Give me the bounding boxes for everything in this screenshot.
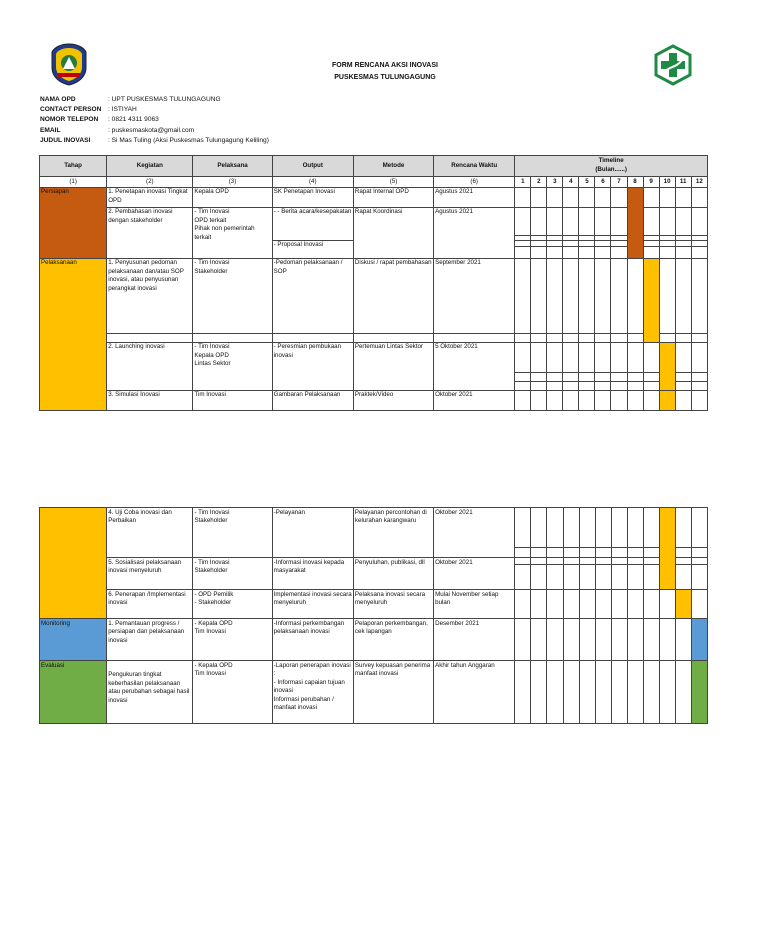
- timeline-cell: [643, 372, 659, 381]
- timeline-cell: [563, 333, 579, 342]
- timeline-cell: [691, 258, 707, 333]
- metode-cell: Survey kepuasan penerima manfaat inovasi: [353, 661, 433, 724]
- timeline-cell: [531, 590, 547, 619]
- timeline-cell: [627, 548, 643, 558]
- timeline-cell: [675, 381, 691, 390]
- timeline-cell: [579, 207, 595, 235]
- metode-cell: Pelaksana inovasi secara menyeluruh: [353, 590, 433, 619]
- timeline-cell: [659, 661, 675, 724]
- timeline-cell: [579, 390, 595, 410]
- timeline-cell: [531, 548, 547, 558]
- timeline-cell: [675, 258, 691, 333]
- timeline-cell: [643, 619, 659, 661]
- timeline-cell: [563, 548, 579, 558]
- timeline-cell: [643, 565, 659, 590]
- timeline-cell: [595, 565, 611, 590]
- timeline-cell: [611, 590, 627, 619]
- timeline-cell: [659, 207, 675, 235]
- timeline-cell: [611, 381, 627, 390]
- pelaksana-cell: - Tim Inovasi OPD terkait Pihak non pemerintah terkait: [193, 207, 272, 258]
- timeline-cell: [611, 333, 627, 342]
- month-number: 7: [611, 177, 627, 188]
- timeline-cell: [579, 590, 595, 619]
- timeline-cell: [595, 342, 611, 372]
- timeline-cell: [691, 207, 707, 235]
- timeline-cell: [563, 390, 579, 410]
- timeline-cell: [547, 558, 563, 565]
- column-index: (4): [272, 177, 353, 188]
- output-cell: - Peresmian pembukaan inovasi: [272, 342, 353, 390]
- timeline-cell: [563, 342, 579, 372]
- timeline-cell: [515, 381, 531, 390]
- timeline-cell: [611, 661, 627, 724]
- kegiatan-cell: 6. Penerapan /Implementasi inovasi: [107, 590, 193, 619]
- waktu-cell: Mulai November setiap bulan: [434, 590, 515, 619]
- timeline-cell: [691, 246, 707, 258]
- timeline-cell: [515, 342, 531, 372]
- month-number: 4: [563, 177, 579, 188]
- timeline-cell: [531, 372, 547, 381]
- timeline-cell: [659, 333, 675, 342]
- kegiatan-cell: 1. Penyusunan pedoman pelaksanaan dan/atau SOP inovasi, atau penyusunan perangkat inovasi: [107, 258, 193, 333]
- timeline-cell: [547, 246, 563, 258]
- pelaksana-cell: Kepala OPD: [193, 187, 272, 207]
- timeline-cell: [691, 590, 707, 619]
- kegiatan-cell: 5. Sosialisasi pelaksanaan inovasi menyeluruh: [107, 558, 193, 590]
- timeline-cell: [547, 333, 563, 342]
- timeline-cell: [611, 390, 627, 410]
- form-subtitle: PUSKESMAS TULUNGAGUNG: [334, 74, 436, 81]
- timeline-cell: [643, 508, 659, 548]
- timeline-cell: [563, 372, 579, 381]
- timeline-bar-penerapan: [675, 590, 691, 619]
- output-cell: -Pelayanan: [272, 508, 353, 558]
- form-title: FORM RENCANA AKSI INOVASI: [332, 62, 438, 69]
- timeline-cell: [691, 342, 707, 372]
- kegiatan-cell: 3. Simulasi Inovasi: [107, 390, 193, 410]
- timeline-cell: [531, 508, 547, 548]
- info-row: [40, 136, 269, 146]
- timeline-cell: [515, 258, 531, 333]
- timeline-cell: [627, 342, 643, 372]
- timeline-cell: [691, 187, 707, 207]
- timeline-cell: [563, 558, 579, 565]
- timeline-cell: [531, 333, 547, 342]
- metode-cell: Rapat Koordinasi: [353, 207, 433, 258]
- pelaksana-cell: - Tim Inovasi Stakeholder: [193, 558, 272, 590]
- timeline-cell: [659, 187, 675, 207]
- kegiatan-cell: 2. Pembahasan inovasi dengan stakeholder: [107, 207, 193, 258]
- kegiatan-cell: [107, 333, 193, 342]
- timeline-cell: [531, 381, 547, 390]
- column-index: (2): [107, 177, 193, 188]
- kegiatan-cell: Pengukuran tingkat keberhasilan pelaksanaan atau perubahan sebagai hasil inovasi: [107, 661, 193, 724]
- timeline-cell: [691, 372, 707, 381]
- pelaksana-cell: - Kepala OPD Tim Inovasi: [193, 661, 272, 724]
- timeline-cell: [595, 381, 611, 390]
- timeline-cell: [547, 590, 563, 619]
- timeline-cell: [611, 342, 627, 372]
- timeline-cell: [515, 590, 531, 619]
- column-index: (1): [40, 177, 107, 188]
- timeline-cell: [691, 565, 707, 590]
- regency-emblem-logo: [48, 42, 90, 86]
- timeline-cell: [547, 508, 563, 548]
- output-cell: -Informasi perkembangan pelaksanaan inovasi: [272, 619, 353, 661]
- col-header-metode: Metode: [353, 156, 433, 177]
- timeline-cell: [515, 333, 531, 342]
- timeline-cell: [579, 381, 595, 390]
- kegiatan-cell: 4. Uji Coba inovasi dan Perbaikan: [107, 508, 193, 558]
- timeline-cell: [515, 372, 531, 381]
- timeline-cell: [643, 558, 659, 565]
- timeline-cell: [595, 390, 611, 410]
- metode-cell: Praktek/Video: [353, 390, 433, 410]
- timeline-cell: [675, 508, 691, 548]
- col-header-kegiatan: Kegiatan: [107, 156, 193, 177]
- timeline-cell: [611, 207, 627, 235]
- timeline-cell: [563, 258, 579, 333]
- waktu-cell: Oktober 2021: [434, 558, 515, 590]
- timeline-cell: [659, 590, 675, 619]
- timeline-cell: [611, 508, 627, 548]
- timeline-cell: [627, 590, 643, 619]
- timeline-cell: [643, 342, 659, 372]
- pelaksana-cell: - Kepala OPD Tim Inovasi: [193, 619, 272, 661]
- timeline-cell: [531, 342, 547, 372]
- waktu-cell: Agustus 2021: [434, 207, 515, 258]
- timeline-cell: [595, 661, 611, 724]
- month-number: 10: [659, 177, 675, 188]
- timeline-cell: [579, 548, 595, 558]
- timeline-cell: [531, 619, 547, 661]
- timeline-cell: [547, 258, 563, 333]
- timeline-cell: [531, 558, 547, 565]
- timeline-bar-persiapan: [627, 187, 643, 258]
- timeline-cell: [595, 508, 611, 548]
- timeline-cell: [675, 372, 691, 381]
- waktu-cell: 5 Oktober 2021: [434, 342, 515, 390]
- timeline-cell: [515, 619, 531, 661]
- kegiatan-cell: 1. Penetapan inovasi Tingkat OPD: [107, 187, 193, 207]
- timeline-cell: [627, 333, 643, 342]
- metode-cell: Diskusi / rapat pembahasan: [353, 258, 433, 333]
- timeline-cell: [579, 187, 595, 207]
- metode-cell: Penyuluhan, publikasi, dll: [353, 558, 433, 590]
- timeline-cell: [563, 246, 579, 258]
- timeline-cell: [675, 342, 691, 372]
- month-number: 2: [531, 177, 547, 188]
- timeline-cell: [515, 661, 531, 724]
- timeline-cell: [627, 258, 643, 333]
- timeline-cell: [627, 372, 643, 381]
- pelaksana-cell: - OPD Pemilik - Stakeholder: [193, 590, 272, 619]
- timeline-cell: [515, 508, 531, 548]
- timeline-cell: [675, 333, 691, 342]
- timeline-cell: [595, 590, 611, 619]
- month-number: 6: [595, 177, 611, 188]
- timeline-cell: [691, 390, 707, 410]
- timeline-cell: [675, 548, 691, 558]
- timeline-cell: [579, 558, 595, 565]
- timeline-cell: [515, 187, 531, 207]
- timeline-cell: [595, 258, 611, 333]
- timeline-cell: [563, 187, 579, 207]
- timeline-cell: [579, 661, 595, 724]
- timeline-cell: [579, 246, 595, 258]
- waktu-cell: Desember 2021: [434, 619, 515, 661]
- timeline-bar-evaluasi: [691, 661, 707, 724]
- timeline-cell: [531, 207, 547, 235]
- timeline-cell: [515, 548, 531, 558]
- timeline-cell: [675, 558, 691, 565]
- waktu-cell: Agustus 2021: [434, 187, 515, 207]
- timeline-cell: [547, 342, 563, 372]
- timeline-cell: [531, 246, 547, 258]
- timeline-cell: [611, 548, 627, 558]
- timeline-cell: [579, 565, 595, 590]
- pelaksana-cell: [193, 333, 272, 342]
- timeline-cell: [691, 381, 707, 390]
- col-header-pelaksana: Pelaksana: [193, 156, 272, 177]
- waktu-cell: September 2021: [434, 258, 515, 333]
- timeline-cell: [627, 619, 643, 661]
- timeline-cell: [675, 207, 691, 235]
- info-label: NAMA OPD: [40, 96, 76, 103]
- info-value: : puskesmaskota@gmail.com: [108, 126, 195, 134]
- col-header-tahap: Tahap: [40, 156, 107, 177]
- info-row: [40, 126, 269, 136]
- timeline-bar-pedoman: [643, 258, 659, 342]
- info-row: [40, 105, 269, 115]
- waktu-cell: Oktober 2021: [434, 390, 515, 410]
- timeline-cell: [659, 246, 675, 258]
- phase-evaluasi: Evaluasi: [40, 661, 107, 724]
- info-value: : ISTIYAH: [108, 106, 137, 114]
- timeline-cell: [691, 548, 707, 558]
- info-block: [40, 95, 269, 146]
- timeline-cell: [531, 565, 547, 590]
- month-number: 1: [515, 177, 531, 188]
- metode-cell: [353, 333, 433, 342]
- action-plan-table-part2: [39, 507, 708, 724]
- timeline-cell: [659, 619, 675, 661]
- timeline-cell: [595, 558, 611, 565]
- timeline-cell: [675, 619, 691, 661]
- timeline-bar-launching: [659, 342, 675, 390]
- timeline-cell: [611, 187, 627, 207]
- timeline-cell: [563, 381, 579, 390]
- month-number: 8: [627, 177, 643, 188]
- column-index: (5): [353, 177, 433, 188]
- timeline-cell: [579, 372, 595, 381]
- timeline-cell: [547, 390, 563, 410]
- col-header-timeline: Timeline (Bulan......): [515, 156, 708, 177]
- timeline-cell: [515, 207, 531, 235]
- timeline-cell: [643, 207, 659, 235]
- timeline-cell: [547, 548, 563, 558]
- timeline-cell: [531, 661, 547, 724]
- timeline-cell: [595, 187, 611, 207]
- output-cell: [272, 333, 353, 342]
- timeline-cell: [579, 342, 595, 372]
- timeline-cell: [579, 258, 595, 333]
- timeline-cell: [627, 558, 643, 565]
- timeline-cell: [547, 381, 563, 390]
- timeline-cell: [515, 565, 531, 590]
- timeline-cell: [547, 565, 563, 590]
- output-cell: - Proposal Inovasi: [272, 240, 353, 258]
- timeline-cell: [643, 246, 659, 258]
- timeline-cell: [531, 258, 547, 333]
- timeline-cell: [611, 565, 627, 590]
- info-row: [40, 115, 269, 125]
- info-value: : Si Mas Tuling (Aksi Puskesmas Tulungagung Keliling): [108, 136, 269, 144]
- timeline-cell: [611, 258, 627, 333]
- output-cell: -Pedoman pelaksanaan / SOP: [272, 258, 353, 333]
- timeline-cell: [643, 390, 659, 410]
- timeline-cell: [627, 661, 643, 724]
- timeline-cell: [643, 381, 659, 390]
- month-number: 9: [643, 177, 659, 188]
- timeline-cell: [675, 246, 691, 258]
- pelaksana-cell: Tim Inovasi: [193, 390, 272, 410]
- phase-persiapan: Persiapan: [40, 187, 107, 258]
- timeline-cell: [515, 390, 531, 410]
- timeline-cell: [675, 390, 691, 410]
- timeline-cell: [643, 187, 659, 207]
- output-cell: - - Berita acara/kesepakatan: [272, 207, 353, 240]
- timeline-cell: [563, 619, 579, 661]
- timeline-cell: [643, 548, 659, 558]
- waktu-cell: Oktober 2021: [434, 508, 515, 558]
- info-row: [40, 95, 269, 105]
- month-number: 5: [579, 177, 595, 188]
- timeline-cell: [643, 661, 659, 724]
- timeline-cell: [563, 508, 579, 548]
- timeline-bar-monitoring: [691, 619, 707, 661]
- timeline-cell: [515, 558, 531, 565]
- timeline-cell: [627, 565, 643, 590]
- timeline-cell: [563, 661, 579, 724]
- output-cell: Implementasi inovasi secara menyeluruh: [272, 590, 353, 619]
- timeline-cell: [579, 619, 595, 661]
- pelaksana-cell: - Tim Inovasi Kepala OPD Lintas Sektor: [193, 342, 272, 390]
- timeline-cell: [675, 661, 691, 724]
- timeline-cell: [547, 619, 563, 661]
- timeline-cell: [515, 246, 531, 258]
- timeline-bar-ujicoba-sosialisasi: [659, 508, 675, 590]
- pelaksana-cell: - Tim Inovasi Stakeholder: [193, 508, 272, 558]
- timeline-cell: [595, 548, 611, 558]
- output-cell: Gambaran Pelaksanaan: [272, 390, 353, 410]
- timeline-cell: [547, 207, 563, 235]
- info-label: EMAIL: [40, 126, 61, 134]
- timeline-cell: [611, 558, 627, 565]
- timeline-cell: [675, 187, 691, 207]
- column-index: (3): [193, 177, 272, 188]
- waktu-cell: Akhir tahun Anggaran: [434, 661, 515, 724]
- timeline-cell: [595, 246, 611, 258]
- timeline-cell: [563, 207, 579, 235]
- info-label: CONTACT PERSON: [40, 106, 102, 114]
- month-number: 11: [675, 177, 691, 188]
- action-plan-table-part1: [39, 155, 708, 411]
- timeline-cell: [627, 390, 643, 410]
- timeline-cell: [659, 258, 675, 333]
- phase-pelaksanaan: Pelaksanaan: [40, 258, 107, 410]
- kegiatan-cell: 1. Pemantauan progress / persiapan dan pelaksanaan inovasi: [107, 619, 193, 661]
- output-cell: -Laporan penerapan inovasi : - Informasi capaian tujuan inovasi Informasi perubahan / manfaat inovasi: [272, 661, 353, 724]
- timeline-cell: [611, 246, 627, 258]
- output-cell: SK Penetapan Inovasi: [272, 187, 353, 207]
- timeline-cell: [547, 187, 563, 207]
- metode-cell: Pertemuan Lintas Sektor: [353, 342, 433, 390]
- month-number: 12: [691, 177, 707, 188]
- timeline-cell: [627, 381, 643, 390]
- output-cell: -Informasi inovasi kepada masyarakat: [272, 558, 353, 590]
- info-value: : UPT PUSKESMAS TULUNGAGUNG: [108, 96, 221, 103]
- timeline-cell: [531, 187, 547, 207]
- timeline-bar-simulasi: [659, 390, 675, 410]
- metode-cell: Pelaporan perkembangan, cek lapangan: [353, 619, 433, 661]
- timeline-cell: [579, 508, 595, 548]
- metode-cell: Rapat Internal OPD: [353, 187, 433, 207]
- timeline-cell: [563, 590, 579, 619]
- timeline-cell: [627, 508, 643, 548]
- timeline-cell: [595, 207, 611, 235]
- timeline-cell: [595, 372, 611, 381]
- timeline-cell: [691, 333, 707, 342]
- info-value: : 0821 4311 9063: [108, 116, 159, 124]
- timeline-cell: [595, 333, 611, 342]
- timeline-cell: [643, 590, 659, 619]
- timeline-cell: [675, 565, 691, 590]
- timeline-cell: [531, 390, 547, 410]
- column-index: (6): [434, 177, 515, 188]
- timeline-cell: [691, 558, 707, 565]
- info-label: NOMOR TELEPON: [40, 116, 99, 124]
- timeline-cell: [611, 619, 627, 661]
- timeline-cell: [595, 619, 611, 661]
- phase-monitoring: Monitoring: [40, 619, 107, 661]
- kegiatan-cell: 2. Launching inovasi: [107, 342, 193, 390]
- phase-pelaksanaan-continued: [40, 508, 107, 619]
- pelaksana-cell: - Tim Inovasi Stakeholder: [193, 258, 272, 333]
- timeline-cell: [547, 372, 563, 381]
- timeline-cell: [611, 372, 627, 381]
- col-header-rencana-waktu: Rencana Waktu: [434, 156, 515, 177]
- month-number: 3: [547, 177, 563, 188]
- col-header-output: Output: [272, 156, 353, 177]
- waktu-cell: [434, 333, 515, 342]
- timeline-cell: [563, 565, 579, 590]
- timeline-cell: [579, 333, 595, 342]
- info-label: JUDUL INOVASI: [40, 136, 91, 144]
- timeline-cell: [691, 508, 707, 548]
- timeline-cell: [547, 661, 563, 724]
- puskesmas-cross-logo: [652, 44, 694, 86]
- metode-cell: Pelayanan percontohan di kelurahan karangwaru: [353, 508, 433, 558]
